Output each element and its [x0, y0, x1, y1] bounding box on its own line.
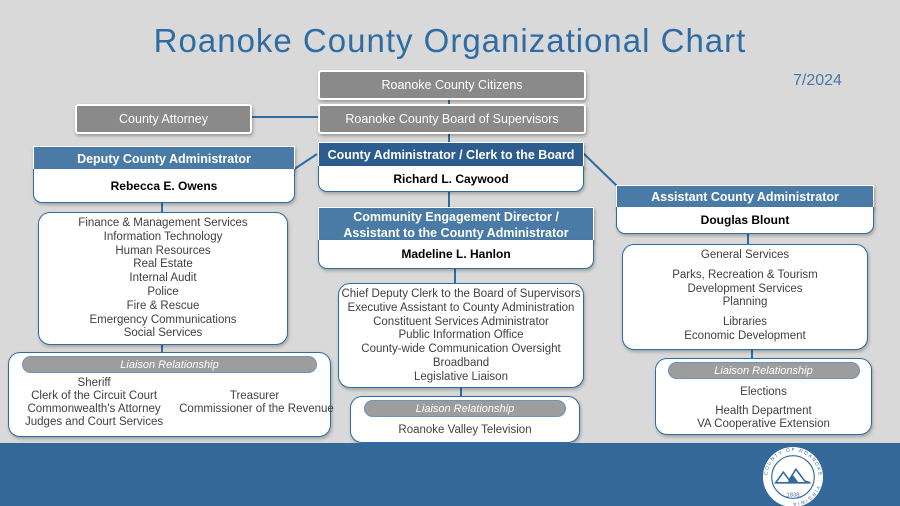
dept-item: Parks, Recreation & Tourism	[672, 268, 818, 281]
liaison-deputy-col2	[179, 377, 334, 429]
liaison-pill-deputy-label: Liaison Relationship	[120, 358, 219, 371]
dept-item: Treasurer	[229, 390, 280, 402]
box-board-of-supervisors	[318, 104, 586, 134]
dept-item: Libraries	[722, 316, 768, 329]
dept-item: Social Services	[123, 327, 203, 340]
header-assistant-administrator-label: Assistant County Administrator	[651, 190, 839, 204]
dept-item: Judges and Court Services	[25, 416, 164, 428]
header-deputy-administrator	[33, 146, 295, 171]
liaison-assistant-items	[656, 386, 871, 431]
box-county-attorney	[75, 104, 252, 134]
name-county-administrator	[318, 166, 584, 192]
dept-item: Public Information Office	[398, 329, 524, 342]
dept-item: County-wide Communication Oversight	[361, 343, 561, 356]
liaison-pill-assistant-label: Liaison Relationship	[714, 364, 813, 377]
box-county-attorney-label: County Attorney	[119, 112, 208, 126]
dept-item: Chief Deputy Clerk to the Board of Supervisors	[341, 288, 581, 300]
header-community-engagement-line1: Community Engagement Director /	[353, 209, 559, 224]
date-label: 7/2024	[793, 72, 842, 89]
dept-item: Development Services	[687, 282, 803, 295]
dept-item: Fire & Rescue	[126, 299, 200, 312]
header-community-engagement	[318, 207, 594, 242]
name-community-engagement-label: Madeline L. Hanlon	[401, 247, 511, 261]
dept-item: Constituent Services Administrator	[373, 315, 549, 328]
dept-item: Broadband	[432, 356, 490, 369]
name-deputy-administrator	[33, 169, 295, 203]
header-deputy-administrator-label: Deputy County Administrator	[77, 151, 251, 166]
dept-item: Planning	[722, 296, 768, 309]
dept-item: Legislative Liaison	[414, 370, 508, 383]
liaison-box-deputy	[8, 352, 334, 437]
box-county-citizens	[318, 70, 586, 100]
dept-item: Police	[147, 285, 179, 298]
liaison-pill-community	[364, 400, 566, 417]
liaison-pill-deputy	[22, 356, 317, 373]
box-board-of-supervisors-label: Roanoke County Board of Supervisors	[345, 112, 559, 126]
dept-item: Executive Assistant to County Administration	[347, 301, 575, 314]
box-county-citizens-label: Roanoke County Citizens	[381, 78, 523, 92]
dept-item: Emergency Communications	[89, 313, 237, 326]
seal-ring-text: COUNTY OF ROANOKE · VIRGINIA	[764, 448, 822, 506]
dept-list-community	[338, 283, 584, 388]
dept-item: Clerk of the Circuit Court	[31, 390, 158, 402]
page-title: Roanoke County Organizational Chart	[153, 22, 747, 59]
liaison-community-items	[351, 424, 579, 437]
header-community-engagement-line2: Assistant to the County Administrator	[343, 225, 569, 240]
name-deputy-administrator-label: Rebecca E. Owens	[110, 178, 218, 193]
seal-year: 1838	[786, 492, 800, 499]
liaison-deputy-col1	[9, 377, 179, 429]
name-county-administrator-label: Richard L. Caywood	[393, 171, 509, 186]
liaison-box-assistant	[655, 358, 872, 435]
header-county-administrator-label: County Administrator / Clerk to the Board	[327, 148, 575, 162]
name-assistant-administrator	[616, 207, 874, 234]
header-assistant-administrator	[616, 185, 874, 209]
dept-item: Finance & Management Services	[78, 217, 248, 229]
dept-item: Sheriff	[77, 377, 111, 389]
dept-list-deputy	[38, 212, 288, 345]
county-seal-icon	[762, 446, 824, 506]
header-county-administrator	[318, 142, 584, 168]
dept-item: Elections	[740, 386, 787, 398]
dept-item: Roanoke Valley Television	[398, 424, 532, 436]
liaison-deputy-columns	[9, 377, 334, 429]
name-assistant-administrator-label: Douglas Blount	[700, 213, 790, 227]
dept-item: Information Technology	[103, 230, 223, 243]
liaison-pill-assistant	[668, 362, 860, 379]
name-community-engagement	[318, 240, 594, 269]
liaison-box-community	[350, 396, 580, 443]
dept-item: VA Cooperative Extension	[697, 418, 830, 430]
dept-item: Internal Audit	[129, 272, 197, 285]
dept-list-assistant	[622, 244, 868, 350]
dept-item: Economic Development	[684, 329, 806, 342]
dept-item: Human Resources	[115, 244, 211, 257]
dept-item: General Services	[700, 249, 790, 261]
dept-item: Commonwealth's Attorney	[27, 403, 161, 415]
dept-item: Commissioner of the Revenue	[179, 403, 334, 415]
liaison-pill-community-label: Liaison Relationship	[415, 402, 515, 415]
dept-item: Health Department	[715, 405, 812, 417]
dept-item: Real Estate	[133, 258, 193, 271]
